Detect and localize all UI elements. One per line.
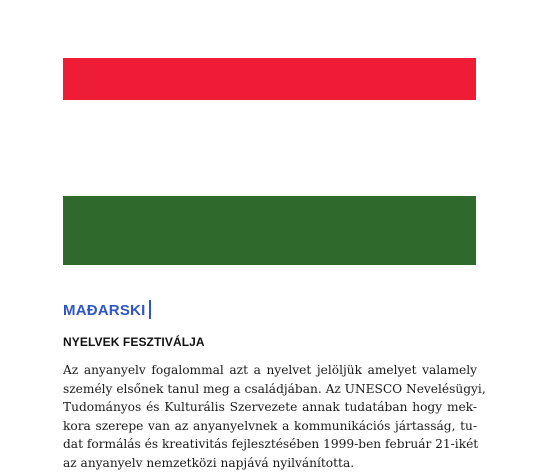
section-heading-text: MAĐARSKI xyxy=(63,302,145,319)
paragraph-line: személy elsőnek tanul meg a családjában. Az UNESCO Nevelésügyi, xyxy=(63,380,477,399)
hungarian-flag xyxy=(63,58,476,265)
flag-green-stripe xyxy=(63,196,476,265)
flag-white-stripe xyxy=(63,100,476,196)
section-subheading: NYELVEK FESZTIVÁLJA xyxy=(63,334,205,350)
paragraph-line: Tudományos és Kulturális Szervezete annak tudatában hogy mek- xyxy=(63,398,477,417)
paragraph-line: kora szerepe van az anyanyelvnek a kommunikációs jártasság, tu- xyxy=(63,417,477,436)
paragraph-line: az anyanyelv nemzetközi napjává nyilvánította. xyxy=(63,454,477,472)
body-paragraph xyxy=(63,361,477,472)
flag-red-stripe xyxy=(63,58,476,100)
section-heading[interactable] xyxy=(63,300,151,321)
paragraph-line: Az anyanyelv fogalommal azt a nyelvet jelöljük amelyet valamely xyxy=(63,361,477,380)
text-cursor xyxy=(149,300,151,319)
paragraph-line: dat formálás és kreativitás fejlesztésében 1999-ben február 21-ikét xyxy=(63,435,477,454)
